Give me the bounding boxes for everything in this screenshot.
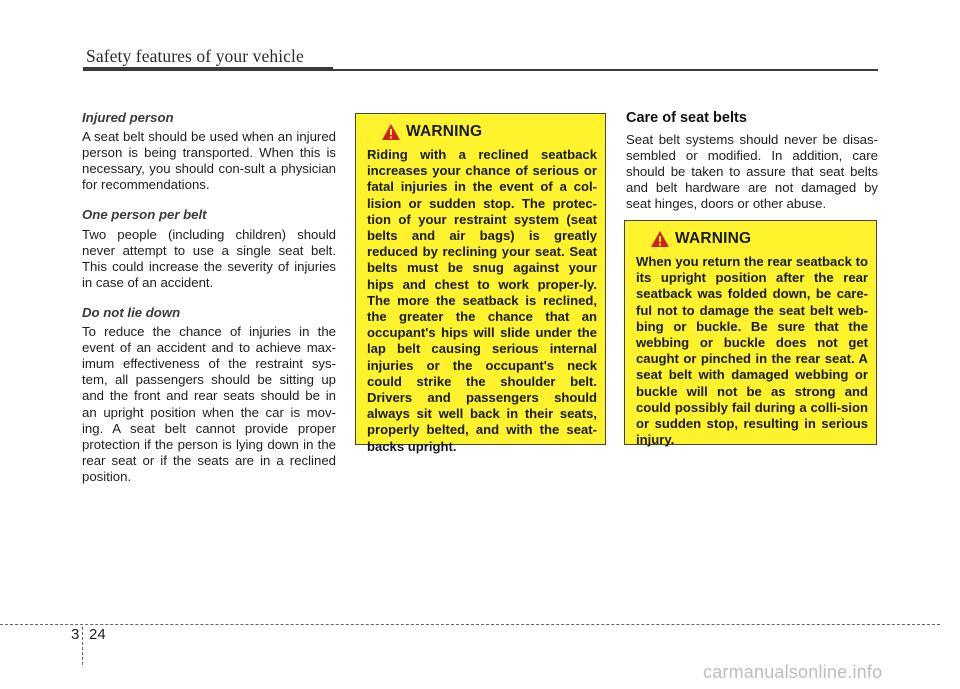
section-body-do-not-lie-down: To reduce the chance of injuries in the event of an accident and to achieve max-imum effectiveness of the restraint sys-tem, all passengers should be sitting up and the front and rear seats should be in an upright position when the car is mov-ing. A seat belt cannot provide proper protection if the person is lying down in the rear seat or if the seats are in a reclined position. (82, 324, 336, 484)
watermark-text: carmanualsonline.info (703, 662, 883, 682)
page-header-title: Safety features of your vehicle (86, 46, 304, 66)
section-heading-one-person-per-belt: One person per belt (82, 207, 207, 223)
left-column (82, 110, 336, 499)
header-rule-thin (333, 69, 878, 71)
chapter-number: 3 (71, 626, 80, 643)
page-number: 24 (89, 626, 106, 643)
footer-vertical-dashed-rule (82, 627, 83, 665)
warning-header (367, 123, 597, 141)
warning-box-rear-seatback (624, 220, 877, 448)
section-body-injured-person: A seat belt should be used when an injured person is being transported. When this is necessary, you should con-sult a physician for recommendations. (82, 129, 336, 193)
section-body-one-person-per-belt: Two people (including children) should never attempt to use a single seat belt. This could increase the severity of injuries in case of an accident. (82, 226, 336, 290)
section-body-care-of-seat-belts: Seat belt systems should never be disas-sembled or modified. In addition, care should be taken to assure that seat belts and belt hardware are not damaged by seat hinges, doors or other abuse. (626, 132, 878, 212)
warning-label: WARNING (675, 230, 752, 247)
footer-dashed-rule (0, 624, 940, 625)
warning-text: When you return the rear seatback to its upright position after the rear seatback was folded down, be care-ful not to damage the seat belt web-bing or buckle. Be sure that the webbing or buckle does not get caught or pinched in the rear seat. A seat belt with damaged webbing or buckle will not be as strong and could possibly fail during a colli-sion or sudden stop, resulting in serious injury. (636, 254, 868, 448)
warning-text: Riding with a reclined seatback increases your chance of serious or fatal injuries in the event of a col-lision or sudden stop. The protec-tion of your restraint system (seat belts and air bags) is greatly reduced by reclining your seat. Seat belts must be snug against your hips and chest to work proper-ly. The more the seatback is reclined, the greater the chance that an occupant's hips will slide under the lap belt causing serious internal injuries or the occupant's neck could strike the shoulder belt. Drivers and passengers should always sit well back in their seats, properly belted, and with the seat-backs upright. (367, 147, 597, 454)
warning-triangle-icon (650, 230, 670, 248)
section-heading-do-not-lie-down: Do not lie down (82, 304, 181, 320)
warning-label: WARNING (406, 123, 483, 140)
warning-box-reclined-seatback (355, 113, 606, 454)
right-column (626, 110, 878, 227)
warning-triangle-icon (381, 123, 401, 141)
section-heading-injured-person: Injured person (82, 110, 174, 125)
section-title-care-of-seat-belts: Care of seat belts (626, 110, 747, 126)
warning-header (636, 230, 868, 248)
header-rule-thick (83, 67, 333, 71)
